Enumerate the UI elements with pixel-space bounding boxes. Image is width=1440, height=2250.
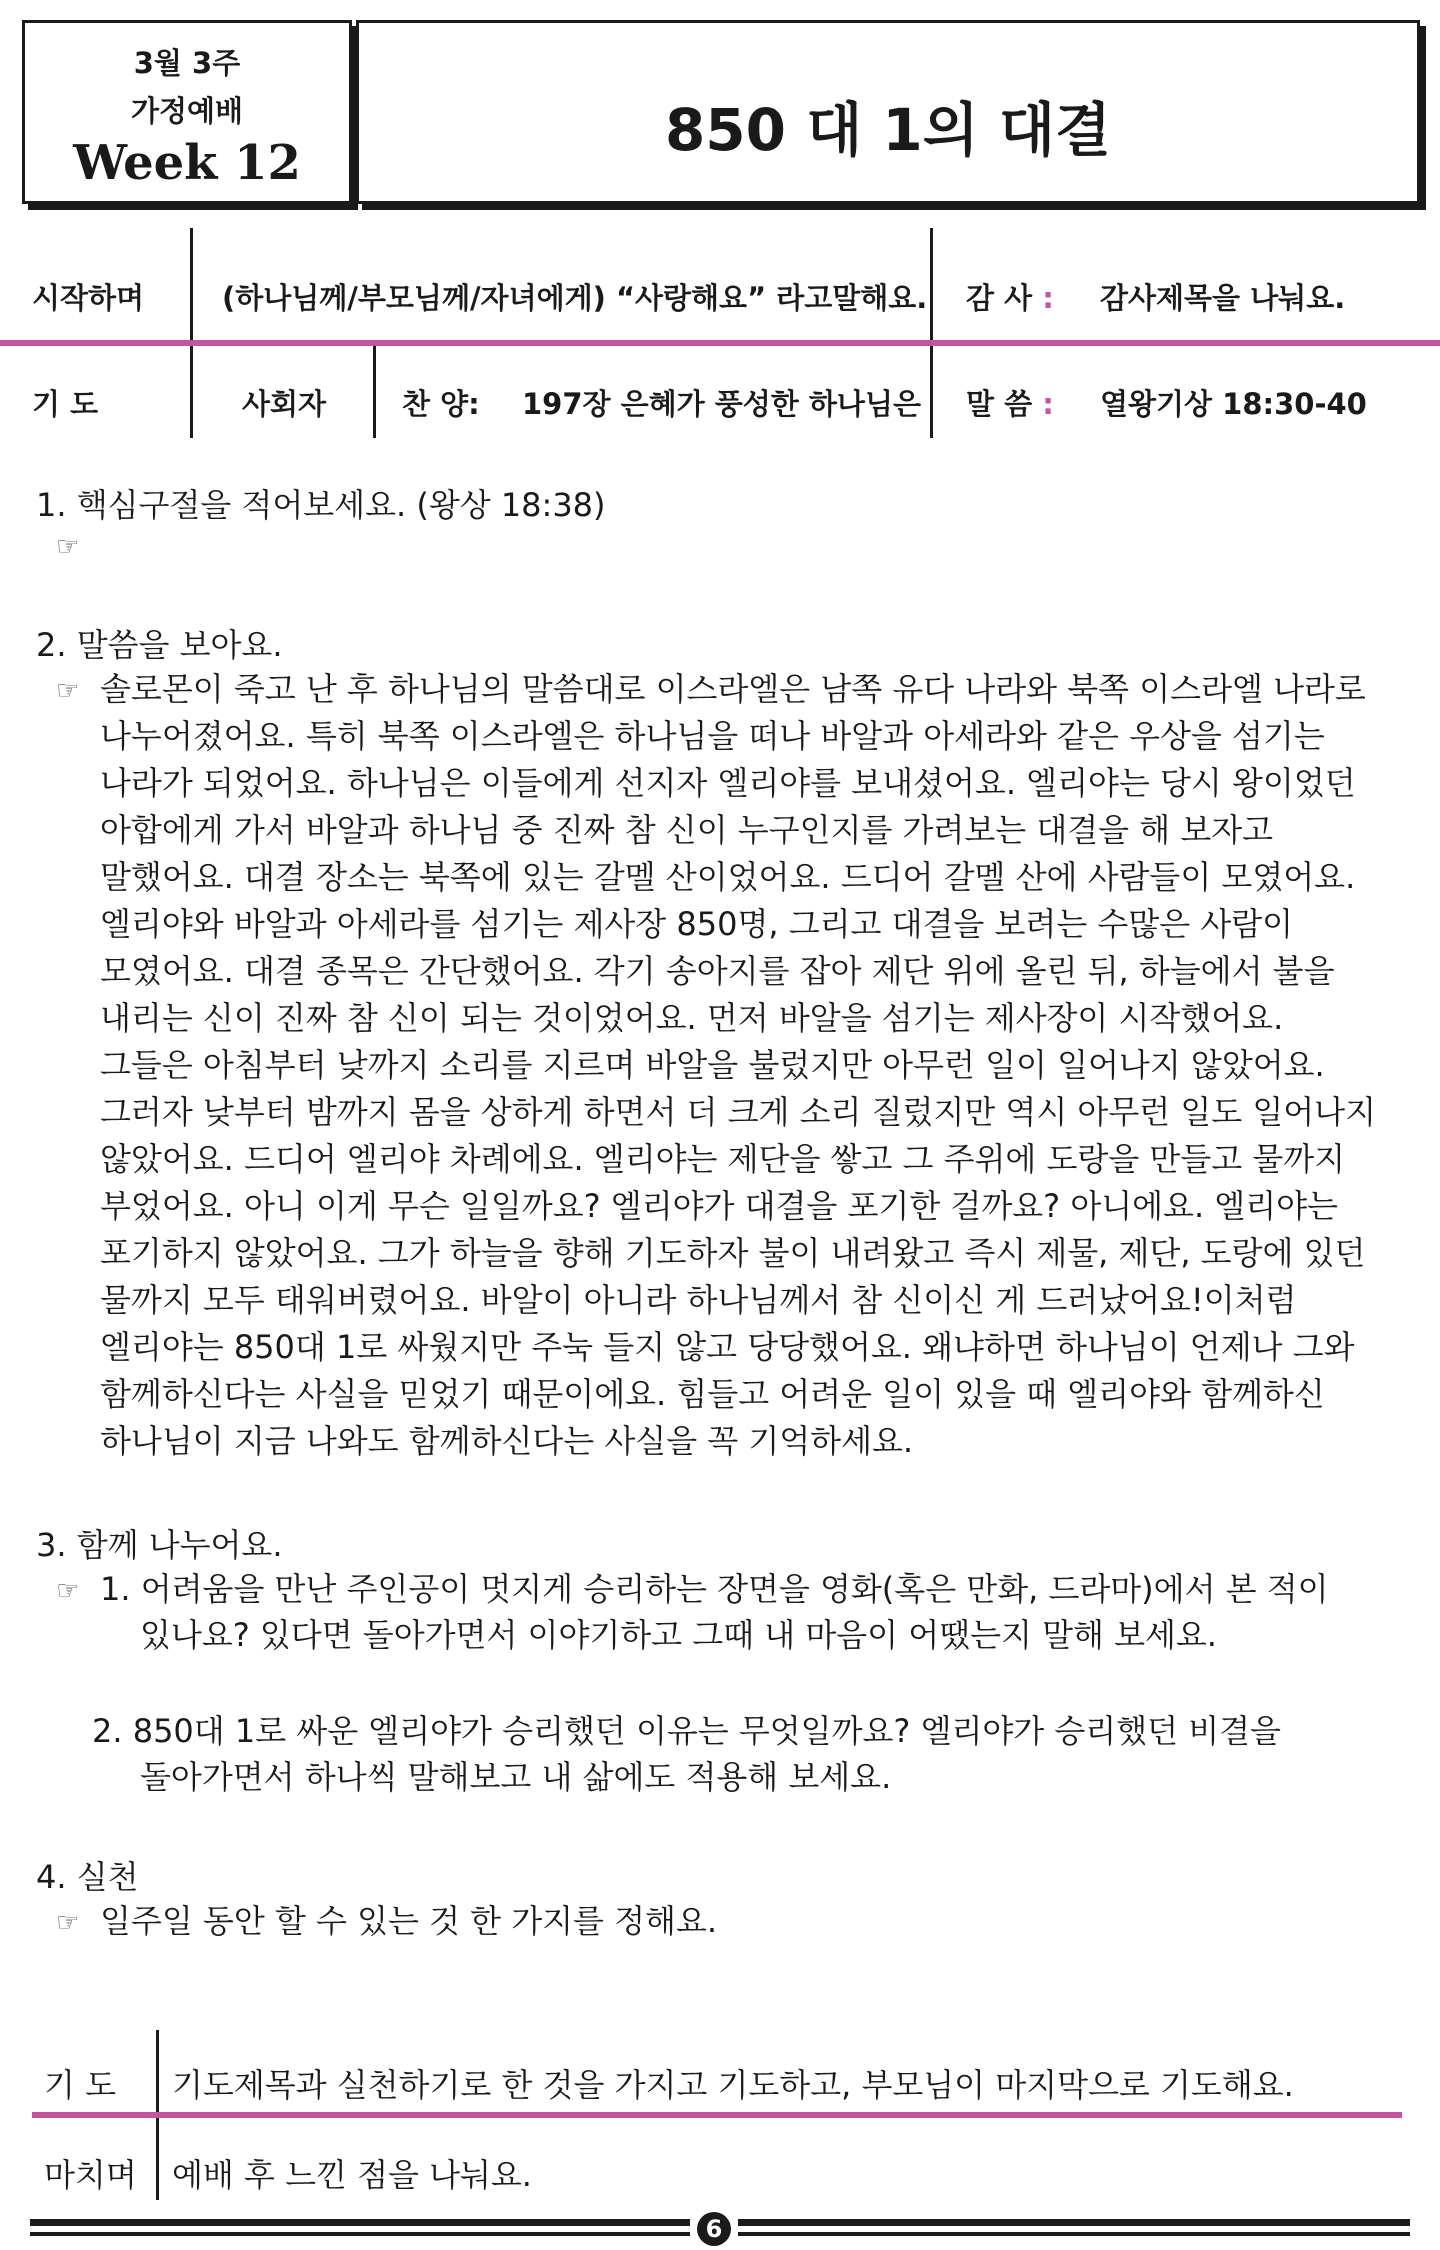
thanks-text: 감사제목을 나눠요. [1100,281,1346,315]
section-4-title: 4. 실천 [36,1858,139,1896]
scripture-reference: 열왕기상 18:30-40 [1100,387,1367,421]
question-2-line-2: 돌아가면서 하나씩 말해보고 내 삶에도 적용해 보세요. [140,1758,892,1796]
pointing-hand-icon: ☞ [56,532,80,562]
story-line: 하나님이 지금 나와도 함께하신다는 사실을 꼭 기억하세요. [100,1422,914,1460]
story-line: 모였어요. 대결 종목은 간단했어요. 각기 송아지를 잡아 제단 위에 올린 뒤, 하늘에서 불을 [100,952,1335,990]
page-title: 850 대 1의 대결 [664,96,1112,164]
story-line: 않았어요. 드디어 엘리야 차례에요. 엘리야는 제단을 쌓고 그 주위에 도랑을 만들고 물까지 [100,1140,1346,1178]
week-box [22,20,352,204]
footer-prayer-label: 기 도 [44,2066,116,2104]
story-line: 아합에게 가서 바알과 하나님 중 진짜 참 신이 누구인지를 가려보는 대결을 해 보자고 [100,811,1274,849]
story-line: 엘리야와 바알과 아세라를 섬기는 제사장 850명, 그리고 대결을 보려는 수많은 사람이 [100,905,1294,943]
thanks-label-text: 감 사 [966,281,1033,315]
pointing-hand-icon: ☞ [56,676,80,706]
story-line: 포기하지 않았어요. 그가 하늘을 향해 기도하자 불이 내려왔고 즉시 제물, 제단, 도랑에 있던 [100,1234,1366,1272]
week-category: 가정예배 [130,94,244,128]
pointing-hand-icon: ☞ [56,1576,80,1606]
question-2-line-1: 2. 850대 1로 싸운 엘리야가 승리했던 이유는 무엇일까요? 엘리야가 승리했던 비결을 [92,1712,1281,1750]
story-line: 물까지 모두 태워버렸어요. 바알이 아니라 하나님께서 참 신이신 게 드러났어요!이처럼 [100,1281,1297,1319]
story-line: 엘리야는 850대 1로 싸웠지만 주눅 들지 않고 당당했어요. 왜냐하면 하나님이 언제나 그와 [100,1328,1355,1366]
start-text: (하나님께/부모님께/자녀에게) “사랑해요” 라고말해요. [222,281,928,315]
story-line: 나누어졌어요. 특히 북쪽 이스라엘은 하나님을 떠나 바알과 아세라와 같은 우상을 섬기는 [100,717,1325,755]
week-date: 3월 3주 [133,46,241,80]
section-2-title: 2. 말씀을 보아요. [36,626,283,664]
footer-prayer-text: 기도제목과 실천하기로 한 것을 가지고 기도하고, 부모님이 마지막으로 기도해요. [172,2066,1294,2104]
pink-divider [0,340,1440,346]
pointing-hand-icon: ☞ [56,1908,80,1938]
grid-divider [930,228,933,438]
leader-label: 사회자 [242,387,327,421]
story-line: 말했어요. 대결 장소는 북쪽에 있는 갈멜 산이었어요. 드디어 갈멜 산에 사람들이 모였어요. [100,858,1356,896]
footer-closing-text: 예배 후 느낀 점을 나눠요. [172,2156,532,2194]
hymn-label: 찬 양: [402,387,480,421]
story-line: 나라가 되었어요. 하나님은 이들에게 선지자 엘리야를 보내셨어요. 엘리야는 당시 왕이었던 [100,764,1356,802]
story-line: 함께하신다는 사실을 믿었기 때문이에요. 힘들고 어려운 일이 있을 때 엘리야와 함께하신 [100,1375,1325,1413]
section-1-title: 1. 핵심구절을 적어보세요. (왕상 18:38) [36,486,606,524]
page-number: 6 [697,2212,731,2246]
week-number: Week 12 [73,135,301,191]
start-label: 시작하며 [32,281,145,315]
grid-divider [190,228,193,438]
thanks-label [966,276,1054,317]
story-line: 솔로몬이 죽고 난 후 하나님의 말씀대로 이스라엘은 남쪽 유다 나라와 북쪽 이스라엘 나라로 [100,670,1366,708]
footer-closing-label: 마치며 [44,2156,137,2194]
story-line: 내리는 신이 진짜 참 신이 되는 것이었어요. 먼저 바알을 섬기는 제사장이 시작했어요. [100,999,1284,1037]
word-label-text: 말 씀 [966,387,1033,421]
word-label [966,382,1054,423]
question-1-line-2: 있나요? 있다면 돌아가면서 이야기하고 그때 내 마음이 어땠는지 말해 보세요. [140,1616,1217,1654]
pink-divider [32,2112,1402,2118]
page-rule-right [738,2219,1410,2226]
page-rule-right [738,2232,1410,2236]
grid-divider [373,344,376,438]
question-1-line-1: 1. 어려움을 만난 주인공이 멋지게 승리하는 장면을 영화(혹은 만화, 드라마)에서 본 적이 [100,1570,1329,1608]
story-line: 그들은 아침부터 낮까지 소리를 지르며 바알을 불렀지만 아무런 일이 일어나지 않았어요. [100,1046,1325,1084]
scripture-story [100,666,1420,1465]
hymn-text: 197장 은혜가 풍성한 하나님은 [522,387,921,421]
title-box [356,20,1420,204]
story-line: 그러자 낮부터 밤까지 몸을 상하게 하면서 더 크게 소리 질렀지만 역시 아무런 일도 일어나지 [100,1093,1376,1131]
word-colon: : [1042,387,1054,421]
page-rule-left [30,2232,690,2236]
story-line: 부었어요. 아니 이게 무슨 일일까요? 엘리야가 대결을 포기한 걸까요? 아니에요. 엘리야는 [100,1187,1338,1225]
page-rule-left [30,2219,690,2226]
prayer-label: 기 도 [32,387,99,421]
practice-text: 일주일 동안 할 수 있는 것 한 가지를 정해요. [100,1902,718,1940]
section-3-title: 3. 함께 나누어요. [36,1526,283,1564]
thanks-colon: : [1042,281,1054,315]
